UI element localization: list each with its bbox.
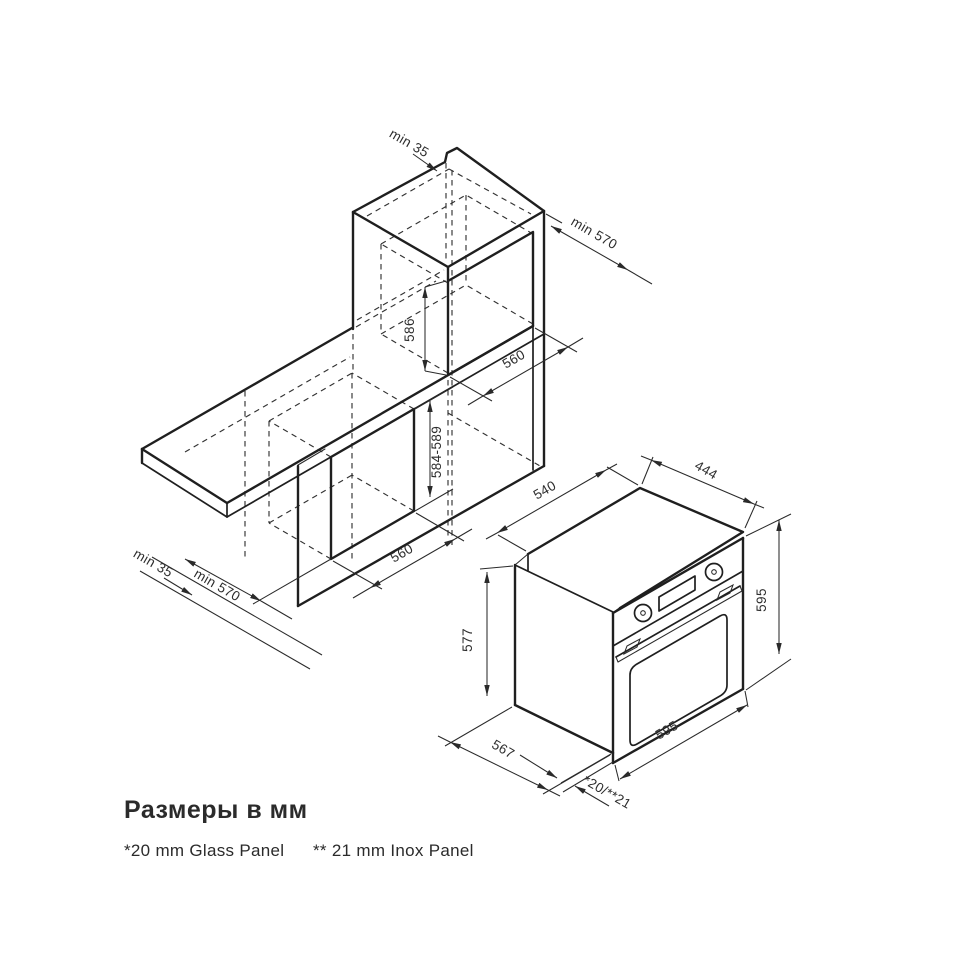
cabinet-hidden-lines: [185, 163, 540, 560]
oven-front-details: [616, 564, 742, 746]
oven-knob-left: [635, 605, 652, 622]
oven-dimension-labels: [460, 458, 769, 812]
label-bottom-rear-gap: min 35: [130, 545, 176, 581]
units-title: Размеры в мм: [124, 796, 308, 824]
label-base-niche-width: 560: [387, 540, 416, 566]
label-oven-front-width: 595: [652, 717, 681, 743]
oven-knob-right: [706, 564, 723, 581]
label-top-depth: min 570: [568, 213, 621, 253]
label-tall-niche-height: 586: [402, 318, 417, 342]
label-tall-niche-width: 560: [499, 346, 528, 372]
label-oven-width-top: 444: [692, 457, 721, 483]
oven-outline: [515, 488, 743, 763]
footnote-glass-panel: *20 mm Glass Panel: [124, 841, 285, 860]
cabinet-outline: [142, 148, 544, 606]
oven-drawing: [438, 456, 791, 812]
label-oven-depth-top: 540: [530, 477, 559, 503]
footnote-inox-panel: ** 21 mm Inox Panel: [313, 841, 474, 860]
cabinet-niche-drawing: [131, 126, 652, 669]
label-top-rear-gap: min 35: [386, 125, 432, 161]
label-oven-body-depth: 567: [489, 736, 518, 762]
label-base-niche-height: 584-589: [429, 425, 444, 479]
oven-handle: [616, 585, 742, 662]
oven-dimensions: [438, 456, 791, 806]
label-oven-panel-thickness: *20/**21: [580, 772, 634, 812]
label-oven-body-height: 577: [460, 628, 475, 652]
label-oven-height-right: 595: [754, 588, 769, 612]
footer-notes: [124, 796, 474, 860]
label-bottom-depth: min 570: [191, 565, 244, 605]
